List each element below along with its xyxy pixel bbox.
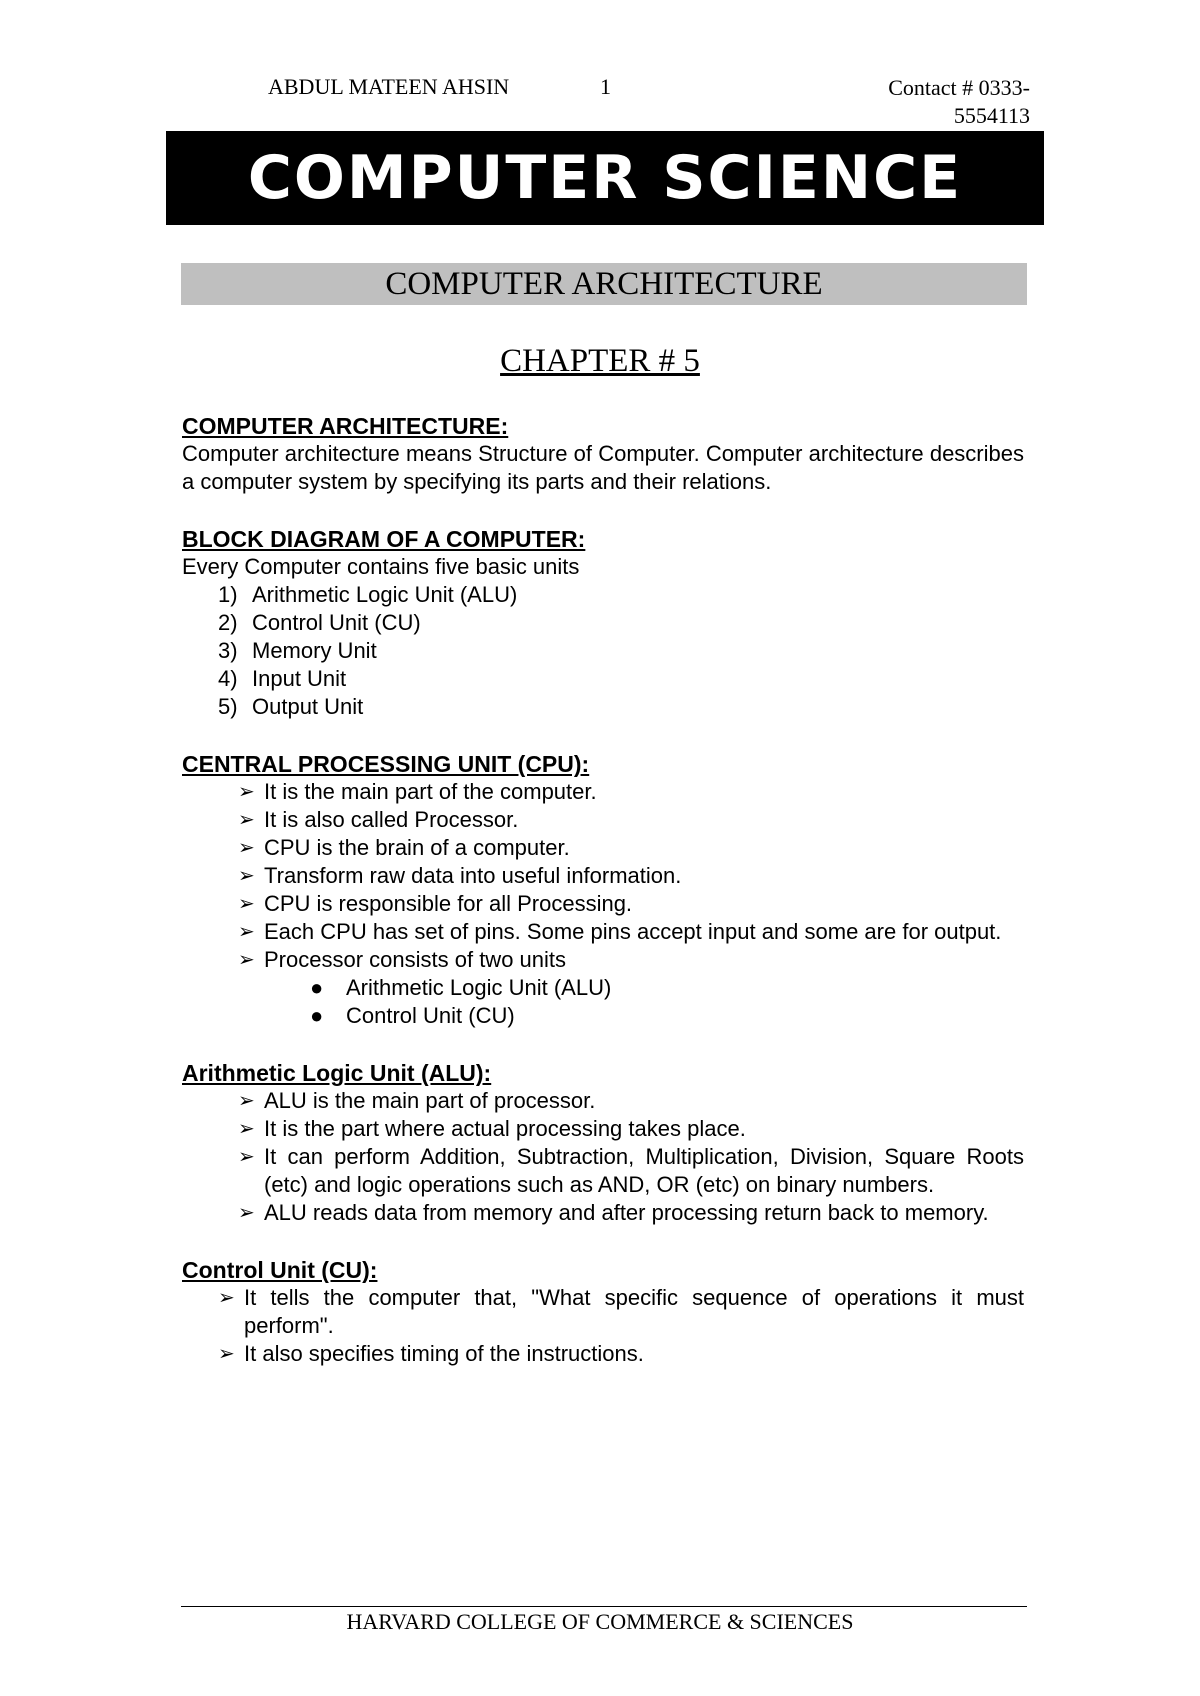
list-text: Control Unit (CU)	[252, 610, 421, 635]
list-item	[182, 946, 1024, 974]
list-number: 2)	[218, 610, 238, 635]
header-contact: Contact # 0333-5554113	[888, 75, 1030, 128]
block-diagram-intro: Every Computer contains five basic units	[182, 554, 580, 579]
main-content	[182, 412, 1024, 1368]
list-text: It is the main part of the computer.	[264, 779, 597, 804]
arrow-bullet-icon: ➢	[238, 837, 255, 859]
list-item	[182, 890, 1024, 918]
list-text: CPU is responsible for all Processing.	[264, 891, 633, 916]
list-text: Input Unit	[252, 666, 347, 691]
subject-bar: COMPUTER ARCHITECTURE	[181, 263, 1027, 305]
list-item	[182, 1002, 1024, 1030]
list-item	[182, 806, 1024, 834]
footer-college-name: HARVARD COLLEGE OF COMMERCE & SCIENCES	[346, 1609, 854, 1634]
list-text: It is the part where actual processing takes place.	[264, 1116, 746, 1141]
architecture-paragraph: Computer architecture means Structure of Computer. Computer architecture describes a computer system by specifying its parts and their relations.	[182, 441, 1024, 494]
list-text: Control Unit (CU)	[346, 1003, 515, 1028]
arrow-bullet-icon: ➢	[218, 1287, 235, 1309]
arrow-bullet-icon: ➢	[238, 921, 255, 943]
section-heading-cpu: CENTRAL PROCESSING UNIT (CPU):	[182, 751, 590, 777]
dot-bullet-icon: ●	[310, 1003, 324, 1028]
list-number: 5)	[218, 694, 238, 719]
section-heading-architecture: COMPUTER ARCHITECTURE:	[182, 413, 509, 439]
list-item	[182, 1340, 1024, 1368]
list-item	[182, 778, 1024, 806]
footer-divider	[181, 1606, 1027, 1607]
list-text: Processor consists of two units	[264, 947, 567, 972]
cu-bullets	[182, 1284, 1024, 1368]
arrow-bullet-icon: ➢	[238, 949, 255, 971]
processor-units-list	[182, 974, 1024, 1030]
arrow-bullet-icon: ➢	[238, 781, 255, 803]
section-heading-alu: Arithmetic Logic Unit (ALU):	[182, 1060, 492, 1086]
list-item	[182, 862, 1024, 890]
header-author: ABDUL MATEEN AHSIN	[268, 74, 510, 99]
document-title: COMPUTER SCIENCE	[247, 143, 963, 213]
arrow-bullet-icon: ➢	[238, 893, 255, 915]
dot-bullet-icon: ●	[310, 975, 324, 1000]
list-item	[182, 637, 1024, 665]
cpu-bullets	[182, 778, 1024, 974]
list-number: 3)	[218, 638, 238, 663]
list-item	[182, 1284, 1024, 1340]
list-item	[182, 834, 1024, 862]
list-item	[182, 693, 1024, 721]
arrow-bullet-icon: ➢	[218, 1343, 235, 1365]
chapter-heading: CHAPTER # 5	[500, 343, 700, 379]
list-text: ALU is the main part of processor.	[264, 1088, 596, 1113]
list-item	[182, 918, 1024, 946]
arrow-bullet-icon: ➢	[238, 1090, 255, 1112]
list-text: ALU reads data from memory and after processing return back to memory.	[264, 1200, 989, 1225]
alu-bullets	[182, 1087, 1024, 1227]
list-text: Transform raw data into useful information.	[264, 863, 682, 888]
list-text: Memory Unit	[252, 638, 377, 663]
list-number: 4)	[218, 666, 238, 691]
units-list	[182, 581, 1024, 721]
list-item	[182, 1143, 1024, 1199]
list-item	[182, 609, 1024, 637]
list-item	[182, 581, 1024, 609]
list-text: It is also called Processor.	[264, 807, 519, 832]
list-item	[182, 1087, 1024, 1115]
list-text: CPU is the brain of a computer.	[264, 835, 570, 860]
list-text: It also specifies timing of the instructions.	[244, 1341, 644, 1366]
list-item	[182, 665, 1024, 693]
arrow-bullet-icon: ➢	[238, 1202, 255, 1224]
list-text: Each CPU has set of pins. Some pins accept input and some are for output.	[264, 919, 1002, 944]
list-text: Arithmetic Logic Unit (ALU)	[346, 975, 612, 1000]
arrow-bullet-icon: ➢	[238, 1146, 255, 1168]
list-item	[182, 1115, 1024, 1143]
list-number: 1)	[218, 582, 238, 607]
list-item	[182, 974, 1024, 1002]
list-item	[182, 1199, 1024, 1227]
arrow-bullet-icon: ➢	[238, 865, 255, 887]
list-text: Arithmetic Logic Unit (ALU)	[252, 582, 518, 607]
list-text: It can perform Addition, Subtraction, Multiplication, Division, Square Roots (etc) and logic operations such as AND, OR (etc) on binary numbers.	[264, 1144, 1024, 1197]
header-page-number: 1	[600, 74, 611, 99]
list-text: Output Unit	[252, 694, 364, 719]
arrow-bullet-icon: ➢	[238, 1118, 255, 1140]
arrow-bullet-icon: ➢	[238, 809, 255, 831]
title-banner	[166, 131, 1044, 225]
section-heading-cu: Control Unit (CU):	[182, 1257, 378, 1283]
section-heading-block-diagram: BLOCK DIAGRAM OF A COMPUTER:	[182, 526, 586, 552]
list-text: It tells the computer that, "What specific sequence of operations it must perform".	[244, 1285, 1024, 1338]
